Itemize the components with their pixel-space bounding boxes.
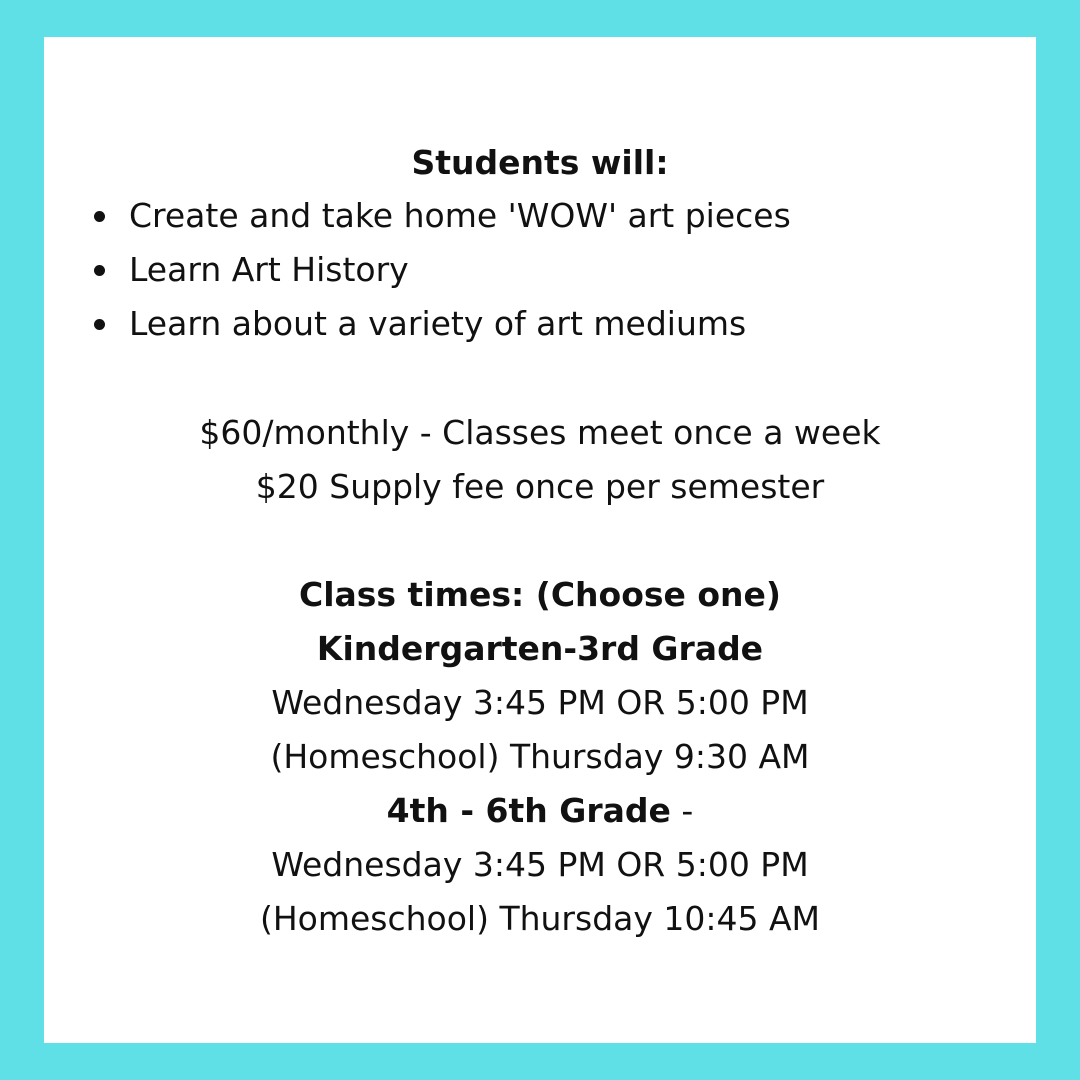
learning-goal-text: Create and take home 'WOW' art pieces: [129, 196, 791, 235]
kindergarten-wednesday-times: Wednesday 3:45 PM OR 5:00 PM: [271, 683, 809, 722]
learning-goal-item: [92, 304, 791, 358]
content-card: [44, 37, 1036, 1043]
learning-goal-item: [92, 250, 791, 304]
supply-fee: $20 Supply fee once per semester: [255, 467, 825, 506]
kindergarten-3rd-grade-title: Kindergarten-3rd Grade: [316, 629, 764, 668]
grade-4-6-homeschool-time: (Homeschool) Thursday 10:45 AM: [259, 899, 821, 938]
learning-goal-text: Learn Art History: [129, 250, 409, 289]
learning-goal-text: Learn about a variety of art mediums: [129, 304, 747, 343]
bullet-icon: [94, 319, 105, 330]
bullet-icon: [94, 265, 105, 276]
class-times-heading: Class times: (Choose one): [298, 575, 782, 614]
grade-4-6-title: 4th - 6th Grade: [386, 791, 671, 830]
learning-goal-item: [92, 196, 791, 250]
kindergarten-homeschool-time: (Homeschool) Thursday 9:30 AM: [270, 737, 810, 776]
grade-4-6-title-row: [0, 791, 1080, 831]
monthly-price: $60/monthly - Classes meet once a week: [199, 413, 881, 452]
grade-4-6-wednesday-times: Wednesday 3:45 PM OR 5:00 PM: [271, 845, 809, 884]
learning-goals-list: [92, 196, 791, 358]
grade-4-6-dash: -: [670, 791, 694, 830]
bullet-icon: [94, 211, 105, 222]
students-will-heading: Students will:: [411, 143, 669, 182]
